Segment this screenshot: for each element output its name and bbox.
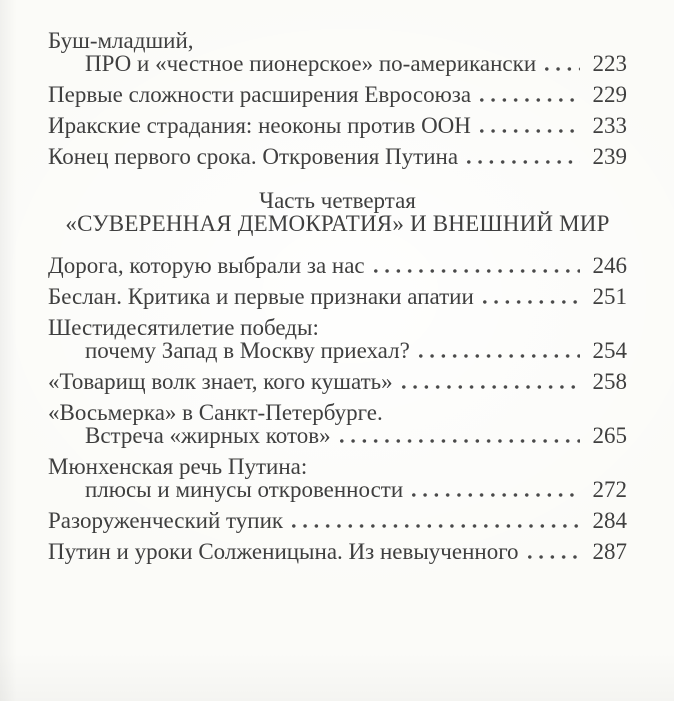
toc-entry-title: Мюнхенская речь Путина: [48, 454, 308, 479]
dot-leader [419, 353, 580, 359]
toc-entry-line [48, 52, 627, 75]
toc-entry [48, 83, 627, 106]
toc-entry-title: Путин и уроки Солженицына. Из невыученного [48, 539, 519, 564]
toc-entry-line [48, 540, 627, 563]
toc-entry-title: почему Запад в Москву приехал? [85, 338, 410, 363]
toc-entry-title: плюсы и минусы откровенности [85, 477, 404, 502]
toc-entry [48, 540, 627, 563]
toc-entry-title: Буш-младший, [48, 28, 194, 53]
toc-entry [48, 285, 627, 308]
toc-section-entries [48, 254, 627, 563]
toc-entry [48, 370, 627, 393]
toc-entry-line [48, 83, 627, 106]
toc-entry-line [48, 424, 627, 447]
toc-entry-line [48, 455, 627, 478]
toc-entry [48, 114, 627, 137]
toc-page-number: 265 [592, 423, 627, 448]
dot-leader [545, 66, 580, 72]
section-title: «СУВЕРЕННАЯ ДЕМОКРАТИЯ» И ВНЕШНИЙ МИР [65, 211, 610, 236]
toc-entry [48, 401, 627, 447]
toc-entry-title: ПРО и «честное пионерское» по-американски [85, 51, 537, 76]
toc-entry-line [48, 339, 627, 362]
toc-entry [48, 29, 627, 75]
toc-entry-title: Первые сложности расширения Евросоюза [48, 82, 472, 107]
toc-entry-line [48, 29, 627, 52]
section-heading [48, 190, 627, 235]
toc-page-number: 246 [592, 253, 627, 278]
toc-entry [48, 509, 627, 532]
toc-page-number: 284 [592, 508, 627, 533]
toc-entry-title: Иракские страдания: неоконы против ООН [48, 113, 471, 138]
toc-page-number: 229 [592, 82, 627, 107]
dot-leader [402, 384, 580, 390]
toc-entry-line [48, 254, 627, 277]
toc-entry-title: Беслан. Критика и первые признаки апатии [48, 284, 474, 309]
table-of-contents [48, 29, 627, 563]
toc-entry-title: «Восьмерка» в Санкт-Петербурге. [48, 400, 383, 425]
toc-page-number: 223 [592, 51, 627, 76]
toc-page-number: 272 [592, 477, 627, 502]
toc-entry-line [48, 114, 627, 137]
toc-entry [48, 316, 627, 362]
toc-entry-title: «Товарищ волк знает, кого кушать» [48, 369, 393, 394]
toc-entry-title: Шестидесятилетие победы: [48, 315, 319, 340]
toc-section-entries [48, 29, 627, 168]
toc-page-number: 254 [592, 338, 627, 363]
dot-leader [480, 97, 580, 103]
toc-entry-title: Конец первого срока. Откровения Путина [48, 144, 459, 169]
toc-entry-line [48, 145, 627, 168]
toc-entry-title: Дорога, которую выбрали за нас [48, 253, 365, 278]
toc-page-number: 251 [592, 284, 627, 309]
toc-entry-title: Разоруженческий тупик [48, 508, 284, 533]
toc-page-number: 258 [592, 369, 627, 394]
toc-page-number: 233 [592, 113, 627, 138]
toc-entry [48, 254, 627, 277]
dot-leader [374, 268, 580, 274]
dot-leader [292, 523, 580, 529]
dot-leader [340, 438, 580, 444]
dot-leader [467, 159, 580, 165]
toc-entry-line [48, 370, 627, 393]
toc-entry-line [48, 316, 627, 339]
toc-entry [48, 455, 627, 501]
toc-page-number: 287 [592, 539, 627, 564]
toc-entry [48, 145, 627, 168]
dot-leader [483, 299, 580, 305]
toc-entry-line [48, 509, 627, 532]
toc-entry-line [48, 478, 627, 501]
dot-leader [480, 128, 580, 134]
dot-leader [528, 554, 580, 560]
toc-entry-line [48, 401, 627, 424]
toc-entry-title: Встреча «жирных котов» [85, 423, 331, 448]
dot-leader [412, 492, 580, 498]
toc-entry-line [48, 285, 627, 308]
toc-page-number: 239 [592, 144, 627, 169]
section-part-label: Часть четвертая [259, 188, 416, 213]
